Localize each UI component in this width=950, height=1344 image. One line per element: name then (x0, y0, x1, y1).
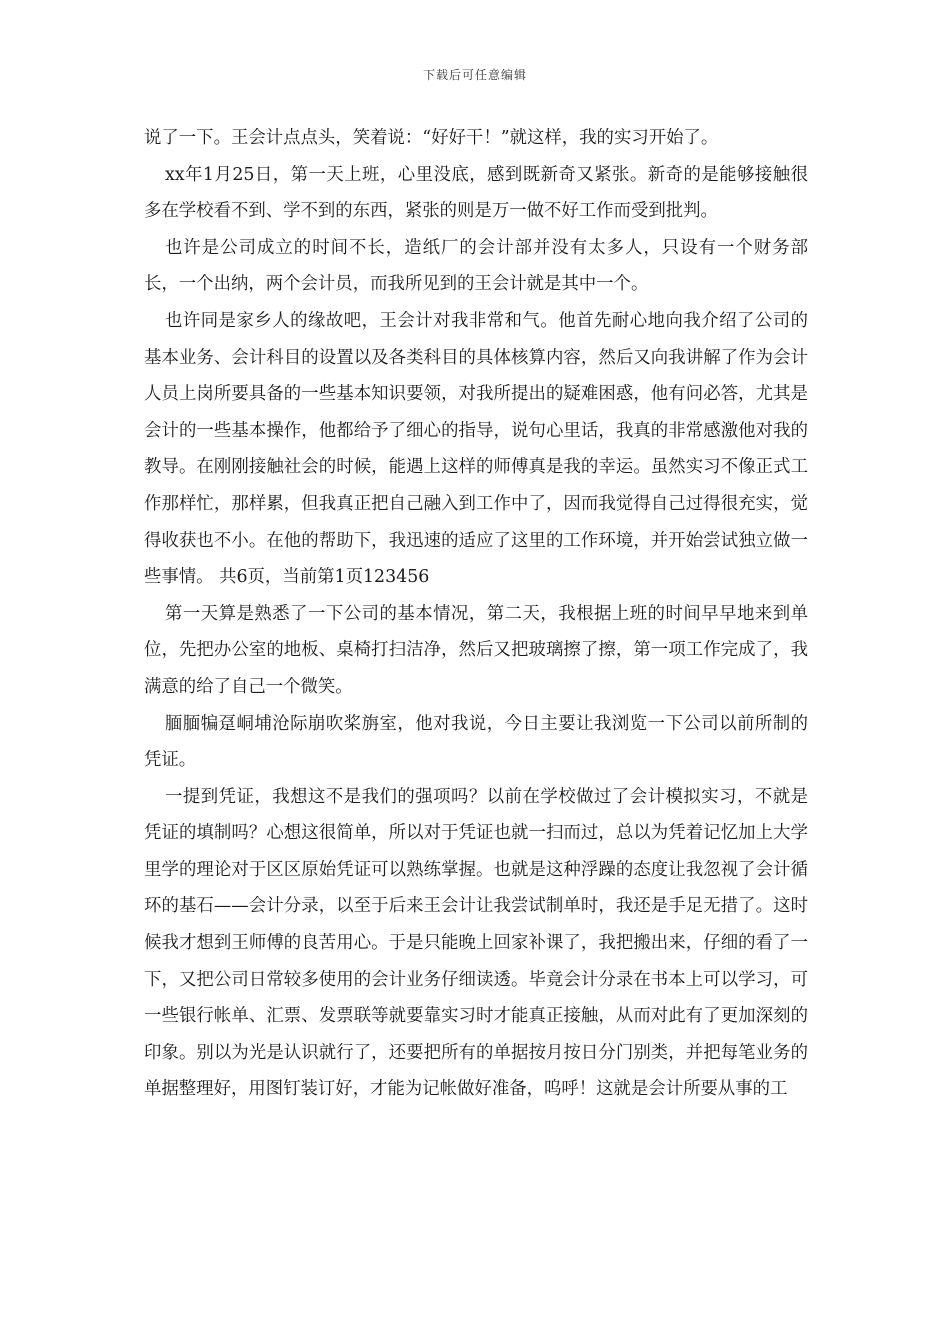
paragraph: 也许同是家乡人的缘故吧，王会计对我非常和气。他首先耐心地向我介绍了公司的基本业务、会计科目的设置以及各类科目的具体核算内容，然后又向我讲解了作为会计人员上岗所要具备的一些基本知识要领，对我所提出的疑难困惑，他有问必答，尤其是会计的一些基本操作，他都给予了细心的指导，说句心里话，我真的非常感激他对我的教导。在刚刚接触社会的时候，能遇上这样的师傅真是我的幸运。虽然实习不像正式工作那样忙，那样累，但我真正把自己融入到工作中了，因而我觉得自己过得很充实，觉得收获也不小。在他的帮助下，我迅速的适应了这里的工作环境，并开始尝试独立做一些事情。 共6页，当前第1页123456 (144, 310, 808, 588)
page-header: 下载后可任意编辑 (422, 68, 527, 82)
document-body (144, 120, 808, 1108)
paragraph: 一提到凭证，我想这不是我们的强项吗？以前在学校做过了会计模拟实习，不就是凭证的填制吗？心想这很简单，所以对于凭证也就一扫而过，总以为凭着记忆加上大学里学的理论对于区区原始凭证可以熟练掌握。也就是这种浮躁的态度让我忽视了会计循环的基石——会计分录，以至于后来王会计让我尝试制单时，我还是手足无措了。这时候我才想到王师傅的良苦用心。于是只能晚上回家补课了，我把搬出来，仔细的看了一下，又把公司日常较多使用的会计业务仔细读透。毕竟会计分录在书本上可以学习，可一些银行帐单、汇票、发票联等就要靠实习时才能真正接触，从而对此有了更加深刻的印象。别以为光是认识就行了，还要把所有的单据按月按日分门别类，并把每笔业务的单据整理好，用图钉装订好，才能为记帐做好准备，呜呼！这就是会计所要从事的工 (144, 786, 808, 1100)
paragraph: xx年1月25日，第一天上班，心里没底，感到既新奇又紧张。新奇的是能够接触很多在学校看不到、学不到的东西，紧张的则是万一做不好工作而受到批判。 (144, 164, 808, 222)
paragraph: 说了一下。王会计点点头，笑着说：“好好干！”就这样，我的实习开始了。 (144, 128, 719, 148)
paragraph: 腼腼犏趸峒埔沧际崩吹桨旃室，他对我说，今日主要让我浏览一下公司以前所制的凭证。 (144, 713, 808, 771)
paragraph: 也许是公司成立的时间不长，造纸厂的会计部并没有太多人，只设有一个财务部长，一个出纳，两个会计员，而我所见到的王会计就是其中一个。 (144, 237, 808, 295)
paragraph: 第一天算是熟悉了一下公司的基本情况，第二天，我根据上班的时间早早地来到单位，先把办公室的地板、桌椅打扫洁净，然后又把玻璃擦了擦，第一项工作完成了，我满意的给了自己一个微笑。 (144, 603, 808, 697)
